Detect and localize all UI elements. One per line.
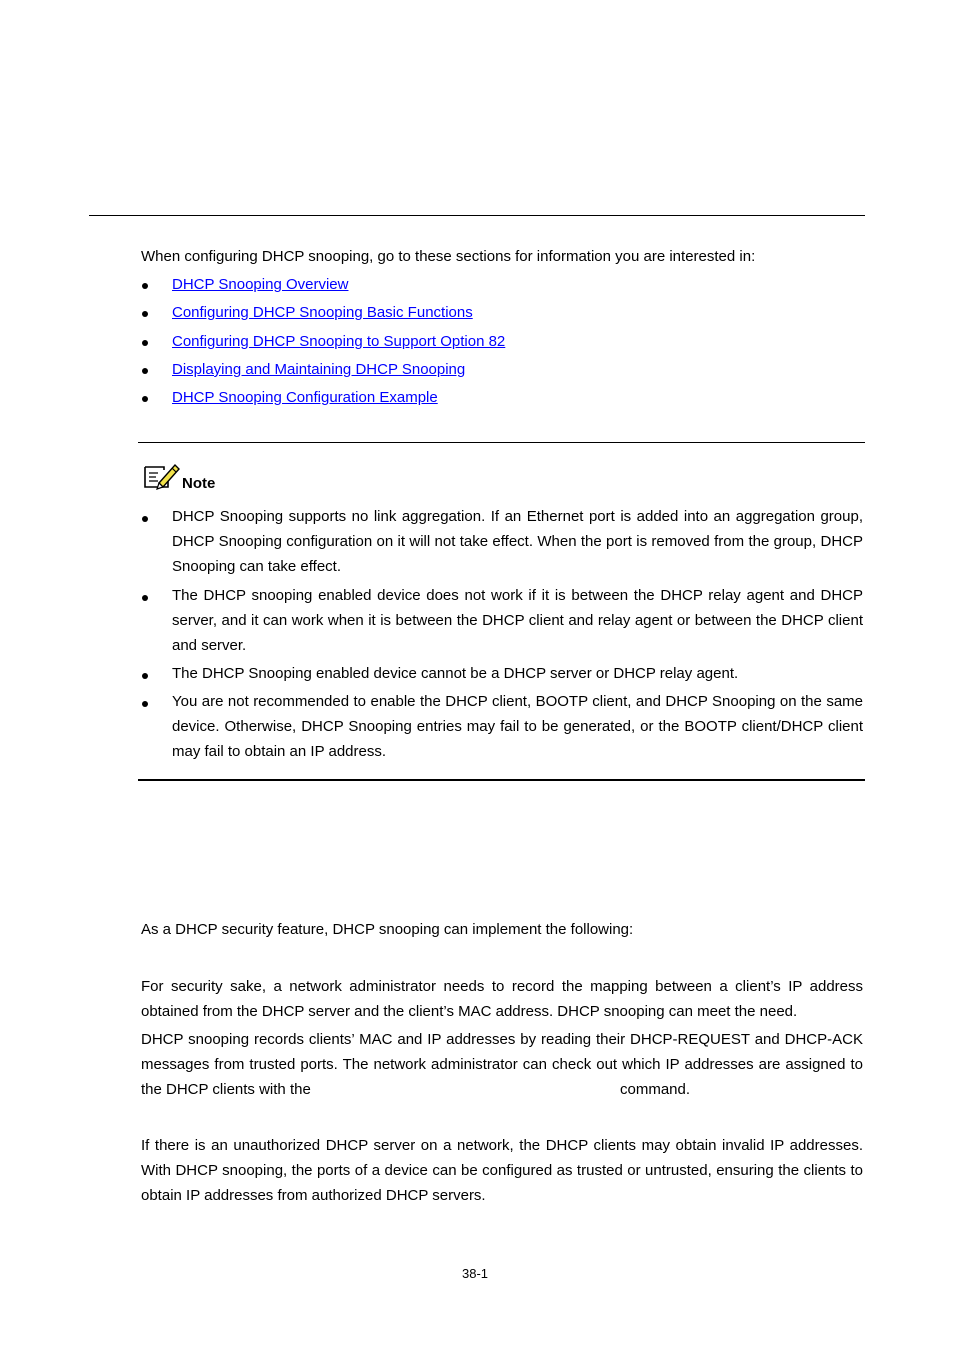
note-pencil-icon: [142, 461, 180, 491]
bullet-icon: [142, 340, 148, 346]
note-item: The DHCP Snooping enabled device cannot be a DHCP server or DHCP relay agent.: [172, 665, 739, 682]
note-bottom-rule: [138, 779, 865, 781]
note-item: You are not recommended to enable the DHCP client, BOOTP client, and DHCP Snooping on the same device. Otherwise, DHCP Snooping entries may fail to be generated, or the BOOTP client/DHCP client may fail to obtain an IP address.: [172, 693, 863, 760]
bullet-icon: [142, 673, 148, 679]
paragraph-dhcp-snooping-records: DHCP snooping records clients’ MAC and IP addresses by reading their DHCP-REQUEST and DHCP-ACK messages from trusted ports. The network administrator can check out which IP addresses are assigned to the DHCP clients with the: [141, 1031, 863, 1098]
bullet-icon: [142, 311, 148, 317]
toc-link-display-maintain[interactable]: Displaying and Maintaining DHCP Snooping: [172, 361, 466, 378]
paragraph-unauthorized-server: If there is an unauthorized DHCP server on a network, the DHCP clients may obtain invalid IP addresses. With DHCP snooping, the ports of a device can be configured as trusted or untrusted, ensuring the clients to obtain IP addresses from authorized DHCP servers.: [141, 1137, 863, 1204]
note-label: Note: [182, 475, 216, 492]
overview-intro: As a DHCP security feature, DHCP snooping can implement the following:: [141, 921, 634, 938]
bullet-icon: [142, 595, 148, 601]
bullet-icon: [142, 283, 148, 289]
paragraph-command-suffix: command.: [620, 1081, 691, 1098]
toc-link-overview[interactable]: DHCP Snooping Overview: [172, 276, 349, 293]
bullet-icon: [142, 701, 148, 707]
page-number: 38-1: [462, 1266, 489, 1281]
header-rule: [89, 215, 865, 216]
toc-link-option-82[interactable]: Configuring DHCP Snooping to Support Option 82: [172, 333, 506, 350]
note-top-rule: [138, 442, 865, 443]
note-item: The DHCP snooping enabled device does not work if it is between the DHCP relay agent and DHCP server, and it can work when it is between the DHCP client and relay agent or between the DHCP client and server.: [172, 587, 863, 654]
bullet-icon: [142, 396, 148, 402]
toc-link-basic-functions[interactable]: Configuring DHCP Snooping Basic Functions: [172, 304, 473, 321]
note-item: DHCP Snooping supports no link aggregation. If an Ethernet port is added into an aggregation group, DHCP Snooping configuration on it will not take effect. When the port is removed from the group, DHCP Snooping can take effect.: [172, 508, 863, 575]
bullet-icon: [142, 516, 148, 522]
bullet-icon: [142, 368, 148, 374]
intro-text: When configuring DHCP snooping, go to these sections for information you are interested in:: [141, 248, 756, 265]
paragraph-ip-mac-recording: For security sake, a network administrator needs to record the mapping between a client’s IP address obtained from the DHCP server and the client’s MAC address. DHCP snooping can meet the need.: [141, 978, 863, 1020]
toc-link-config-example[interactable]: DHCP Snooping Configuration Example: [172, 389, 438, 406]
